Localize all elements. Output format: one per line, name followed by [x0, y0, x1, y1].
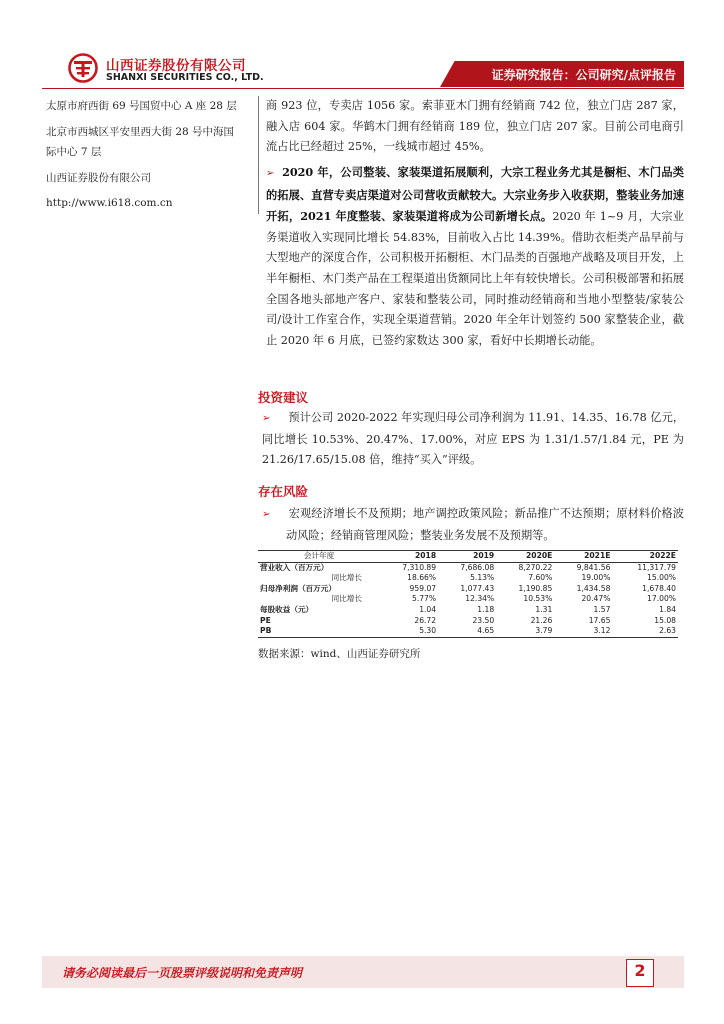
- sidebar-divider: [258, 96, 259, 214]
- table-cell: 18.66%: [407, 573, 437, 583]
- risk-text: 宏观经济增长不及预期；地产调控政策风险；新品推广不达预期；原材料价格波动风险；经销商管理风险；整装业务发展不及预期等。: [286, 507, 684, 542]
- company-name-en: SHANXI SECURITIES CO., LTD.: [106, 72, 264, 83]
- company-url[interactable]: http://www.i618.com.cn: [46, 197, 173, 209]
- row-label: 每股收益（元）: [260, 604, 314, 614]
- table-row: [258, 573, 678, 584]
- table-row: [258, 594, 678, 605]
- table-row: [258, 605, 678, 616]
- address-taiyuan: 太原市府西街 69 号国贸中心 A 座 28 层: [46, 100, 237, 112]
- table-cell: 1,077.43: [460, 583, 495, 593]
- table-cell: 15.08: [654, 615, 676, 625]
- table-cell: 23.50: [472, 615, 495, 625]
- row-label: 同比增长: [331, 573, 362, 583]
- table-cell: 1,678.40: [642, 583, 676, 593]
- table-cell: 17.65: [588, 615, 611, 625]
- row-label: PB: [258, 626, 380, 637]
- table-cell: 1.18: [477, 604, 495, 614]
- header-divider: [42, 88, 684, 89]
- table-row: [258, 562, 678, 573]
- table-cell: 959.07: [409, 583, 437, 593]
- investment-text: 预计公司 2020-2022 年实现归母公司净利润为 11.91、14.35、16.78 亿元，同比增长 10.53%、20.47%、17.00%，对应 EPS 为 1.31/1.57/1.84 元，PE 为 21.26/17.65/15.08 倍，维持“买入”评级。: [262, 411, 685, 467]
- row-label: 同比增长: [331, 594, 362, 604]
- report-type: 证券研究报告：公司研究/点评报告: [491, 68, 676, 82]
- paragraph-text: 商 923 位，专卖店 1056 家。索菲亚木门拥有经销商 742 位，独立门店 287 家，融入店 604 家。华鹤木门拥有经销商 189 位，独立门店 207 家。目前公司电商引流占比已经超过 25%，一线城市超过 45%。: [266, 99, 684, 154]
- paragraph-investment: [262, 408, 684, 471]
- table-cell: 19.00%: [581, 573, 611, 583]
- company-logo-icon: [68, 53, 98, 83]
- table-cell: 21.26: [530, 615, 553, 625]
- table-cell: 7,310.89: [402, 562, 437, 572]
- table-cell: 1.31: [535, 604, 553, 614]
- arrow-bullet-icon: ➢: [262, 509, 271, 520]
- table-cell: 7,686.08: [460, 562, 495, 572]
- row-label: 归母净利润（百万元）: [260, 583, 336, 593]
- table-row: [258, 626, 678, 637]
- section-title-investment: 投资建议: [258, 390, 309, 405]
- page-number: 2: [634, 961, 646, 980]
- table-cell: 17.00%: [647, 594, 676, 604]
- footer-disclaimer: 请务必阅读最后一页股票评级说明和免责声明: [62, 966, 303, 980]
- table-cell: 4.65: [438, 626, 496, 637]
- channels-detail: 2020 年 1~9 月，大宗业务渠道收入实现同比增长 54.83%，目前收入占比 14.39%。借助衣柜类产品早前与大型地产的深度合作，公司积极开拓橱柜、木门品类的百强地产战略及项目开发，上半年橱柜、木门类产品在工程渠道出货额同比上年有较快增长。公司积极部署和拓展全国各地头部地产客户、家装和整装公司，同时推动经销商和当地小型整装/家装公司/设计工作室合作，实现全渠道营销。2020 年全年计划签约 500 家整装企业，截止 2020 年 6 月底，已签约家数达 300 家，看好中长期增长动能。: [266, 210, 684, 347]
- table-cell: 1.57: [593, 604, 611, 614]
- row-label: 营业收入（百万元）: [260, 562, 329, 572]
- financial-forecast-table: [258, 550, 678, 638]
- company-name-cn: 山西证券股份有限公司: [106, 58, 246, 74]
- table-cell: 12.34%: [465, 594, 495, 604]
- table-cell: 3.79: [496, 626, 554, 637]
- table-cell: 11,317.79: [637, 562, 676, 572]
- table-cell: 1,190.85: [518, 583, 553, 593]
- table-cell: 1.04: [419, 604, 437, 614]
- table-cell: 2.63: [612, 626, 678, 637]
- sidebar-company: 山西证券股份有限公司: [46, 172, 151, 184]
- year-header: 2021E: [554, 551, 612, 563]
- year-header: 2022E: [612, 551, 678, 563]
- year-header: 2019: [438, 551, 496, 563]
- table-cell: 20.47%: [581, 594, 611, 604]
- table-cell: 26.72: [414, 615, 437, 625]
- table-cell: 9,841.56: [576, 562, 611, 572]
- table-cell: 10.53%: [523, 594, 553, 604]
- paragraph-channels: [266, 162, 684, 351]
- year-header: 2018: [380, 551, 438, 563]
- table-cell: 7.60%: [528, 573, 553, 583]
- arrow-bullet-icon: ➢: [266, 168, 275, 179]
- table-cell: 5.30: [380, 626, 438, 637]
- channels-highlight: 2020 年，公司整装、家装渠道拓展顺利，大宗工程业务尤其是橱柜、木门品类的拓展、直营专卖店渠道对公司营收贡献较大。大宗业务步入收获期，整装业务加速开拓，2021 年度整装、家装渠道将成为公司新增长点。: [266, 165, 684, 224]
- table-row: [258, 584, 678, 595]
- table-cell: 15.00%: [647, 573, 676, 583]
- table-cell: 1,434.58: [576, 583, 611, 593]
- section-title-risk: 存在风险: [258, 484, 309, 499]
- paragraph-risk: [262, 504, 684, 546]
- table-source: 数据来源：wind、山西证券研究所: [258, 648, 421, 660]
- table-row: [258, 616, 678, 627]
- address-beijing-line2: 际中心 7 层: [46, 146, 102, 158]
- paragraph-store-stats: [266, 96, 684, 158]
- table-header-row: [258, 551, 678, 563]
- table-cell: 1.84: [659, 604, 676, 614]
- table-cell: 5.13%: [470, 573, 495, 583]
- table-cell: 8,270.22: [518, 562, 553, 572]
- table-header-label: 会计年度: [258, 551, 380, 563]
- arrow-bullet-icon: ➢: [262, 413, 271, 424]
- table-cell: 3.12: [554, 626, 612, 637]
- table-cell: 5.77%: [411, 594, 437, 604]
- year-header: 2020E: [496, 551, 554, 563]
- address-beijing-line1: 北京市西城区平安里西大街 28 号中海国: [46, 126, 235, 138]
- row-label: PE: [260, 615, 271, 625]
